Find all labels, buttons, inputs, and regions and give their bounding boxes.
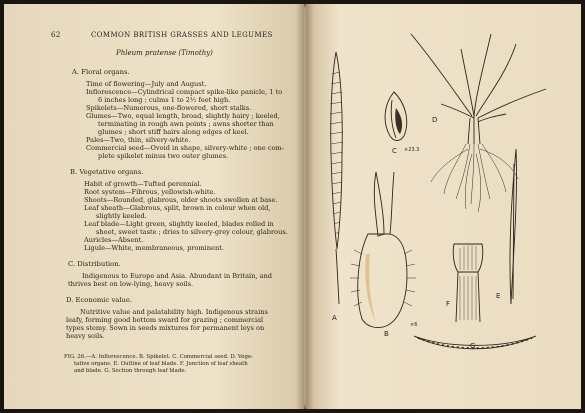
open-book	[4, 4, 581, 409]
section-line: thrives best on low-lying, heavy soils.	[68, 280, 194, 288]
section-line: Habit of growth—Tufted perennial.	[84, 180, 202, 188]
figure-caption-line: tative organs. E. Outline of leaf blade. F. Junction of leaf sheath	[74, 361, 248, 367]
left-page	[4, 4, 304, 409]
inflorescence-drawing	[330, 52, 343, 304]
section-line: Leaf sheath—Glabrous, split, brown in colour when old,	[84, 204, 271, 212]
section-line: Commercial seed—Ovoid in shape, silvery-white ; one com-	[86, 144, 285, 152]
section-line: Pales—Two, thin, silvery-white.	[86, 136, 191, 144]
section-line: Inflorescence—Cylindrical compact spike-like panicle, 1 to	[86, 88, 283, 96]
label-g: G	[470, 342, 476, 350]
magnification-c: ×23.3	[404, 147, 420, 153]
section-line: Auricles—Absent.	[84, 236, 144, 244]
running-head: COMMON BRITISH GRASSES AND LEGUMES	[91, 31, 273, 39]
section-line: terminating in rough awn points ; awns shorter than	[98, 120, 274, 128]
leaf-blade-drawing	[510, 149, 517, 304]
book-gutter	[296, 4, 314, 409]
label-c: C	[392, 147, 397, 155]
section-line: leafy, forming good bottom sward for grazing ; commercial	[66, 316, 264, 324]
section-heading-floral: A. Floral organs.	[72, 68, 130, 76]
botanical-figure	[306, 4, 581, 409]
section-line: Root system—Fibrous, yellowish-white.	[84, 188, 216, 196]
label-a: A	[332, 314, 337, 322]
section-heading-vegetative: B. Vegetative organs.	[70, 168, 144, 176]
section-line: Spikelets—Numerous, one-flowered, short stalks.	[86, 104, 252, 112]
section-line: Nutritive value and palatability high. Indigenous strains	[80, 308, 268, 316]
spikelet-drawing	[350, 172, 416, 328]
section-line: slightly keeled.	[96, 212, 147, 220]
right-page	[306, 4, 581, 409]
section-heading-economic: D. Economic value.	[66, 296, 133, 304]
page-number: 62	[51, 31, 61, 39]
label-d: D	[432, 116, 438, 124]
section-line: plete spikelet minus two outer glumes.	[98, 152, 229, 160]
label-b: B	[384, 330, 389, 338]
section-line: glumes ; short stiff hairs along edges of keel.	[98, 128, 249, 136]
section-line: 6 inches long ; culms 1 to 2½ feet high.	[98, 96, 231, 104]
section-line: types stemy. Sown in seeds mixtures for permanent leys on	[66, 324, 265, 332]
label-f: F	[446, 300, 451, 308]
section-line: shoot, sweet taste ; dries to silvery-grey colour, glabrous.	[96, 228, 288, 236]
section-line: Ligule—White, membraneous, prominent.	[84, 244, 224, 252]
magnification-b: ×6	[410, 322, 418, 328]
section-line: Time of flowering—July and August.	[86, 80, 207, 88]
section-line: Glumes—Two, equal length, broad, slightly hairy ; keeled,	[86, 112, 280, 120]
section-line: Leaf blade—Light green, slightly keeled, blades rolled in	[84, 220, 274, 228]
figure-caption-line: and blade. G. Section through leaf blade.	[74, 368, 187, 374]
figure-caption-line: FIG. 26.—A. Inflorescence. B. Spikelet. C. Commercial seed. D. Vege-	[64, 354, 253, 360]
label-e: E	[496, 292, 501, 300]
section-line: Indigenous to Europe and Asia. Abundant in Britain, and	[82, 272, 272, 280]
leaf-junction-drawing	[453, 244, 483, 322]
section-line: heavy soils.	[66, 332, 105, 340]
species-title: Phleum pratense (Timothy)	[116, 49, 213, 57]
section-line: Shoots—Rounded, glabrous, older shoots swollen at base.	[84, 196, 278, 204]
section-heading-distribution: C. Distribution.	[68, 260, 121, 268]
seed-drawing	[385, 92, 407, 141]
